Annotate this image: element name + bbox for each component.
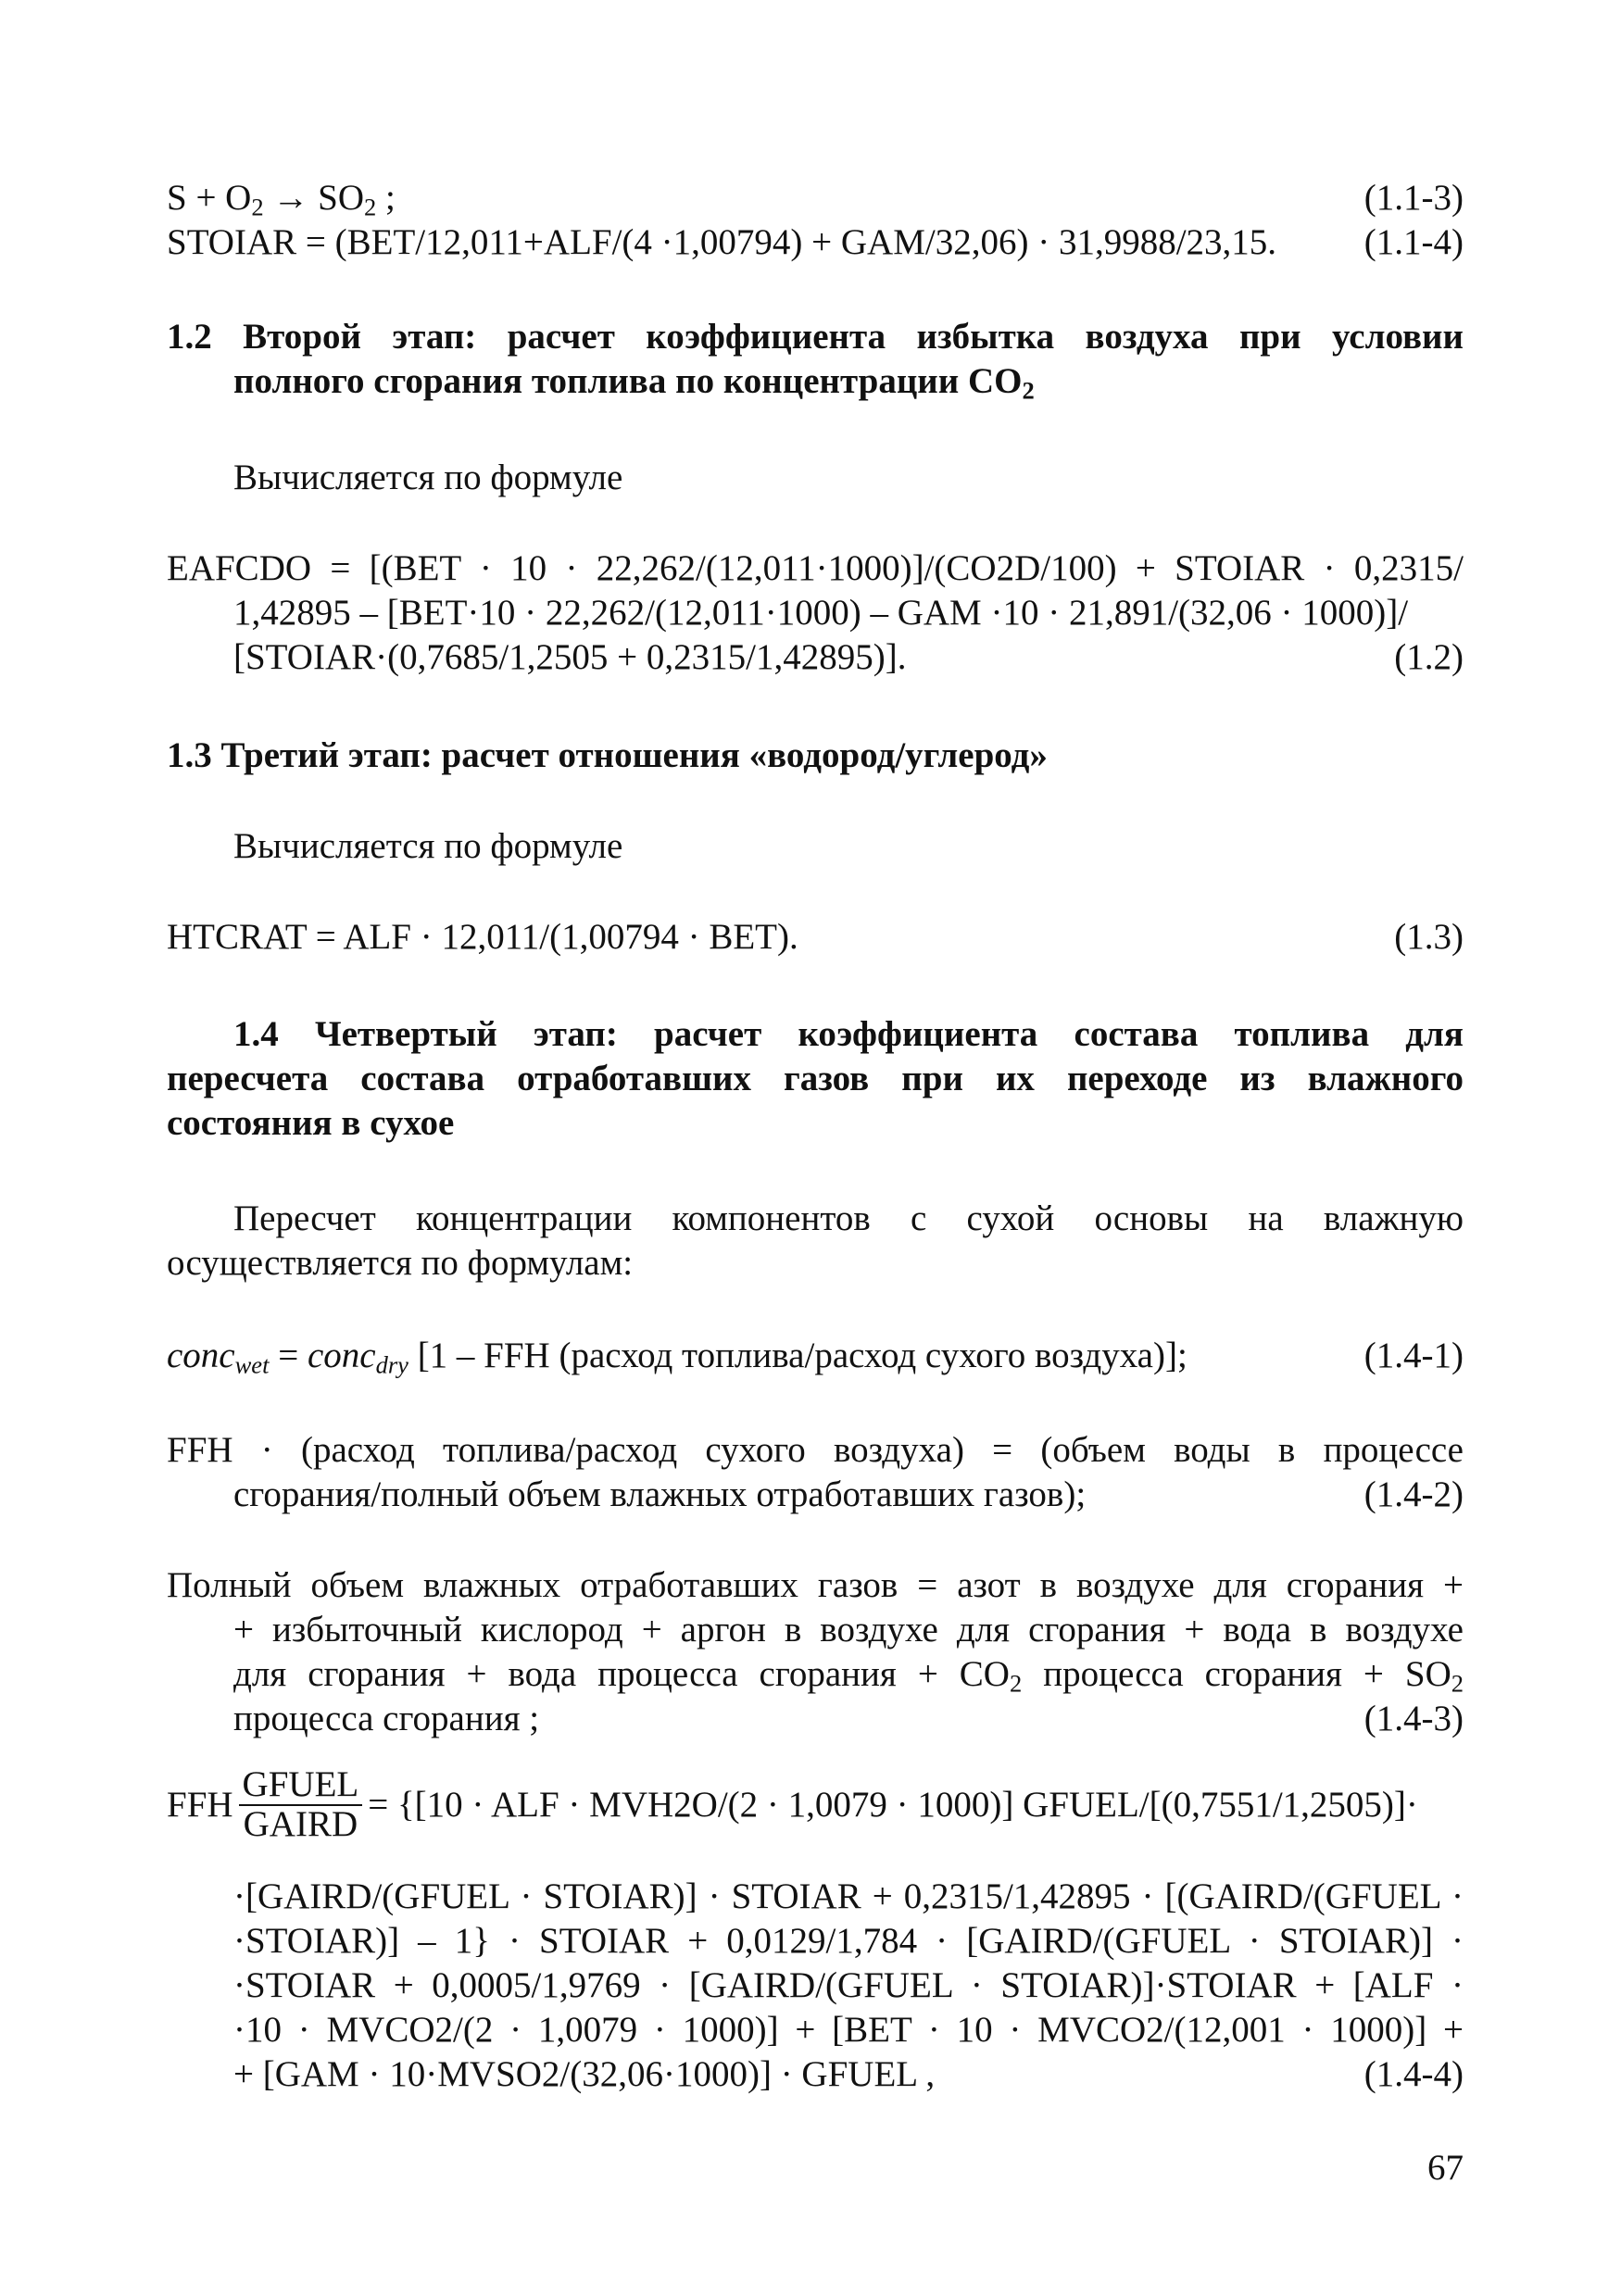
equation-1-3: HTCRAT = ALF · 12,011/(1,00794 · BET). (1.3) bbox=[167, 915, 1464, 960]
equation-number: (1.4-4) bbox=[1363, 2054, 1464, 2094]
equation-1-2: EAFCDO = [(BET · 10 · 22,262/(12,011·1000)]/(CO2D/100) + STOIAR · 0,2315/ 1,42895 – [BET·10 · 22,262/(12,011·1000) – GAM ·10 · 21,891/(32,06 · 1000)]/ [STOIAR·(0,7685/1,2505 + 0,2315/1,42895)]. (1.2) bbox=[167, 546, 1464, 680]
equation-number: (1.1-3) bbox=[1363, 178, 1464, 218]
equation-number: (1.1-4) bbox=[1363, 222, 1464, 262]
page-number: 67 bbox=[1427, 2148, 1464, 2188]
equation-1-4-4-first-line: FFH $\frac{\text{GFUEL}}{\text{GAIRD}}$ = {[10 · ALF · MVH2O/(2 · 1,0079 · 1000)] GFUEL/[(0,7551/1,2505)]· bbox=[167, 1764, 1418, 1844]
section-1-4-paragraph: Пересчет концентрации компонентов с сухой основы на влажную осуществляется по формулам: bbox=[167, 1198, 1464, 1283]
equation-number: (1.4-3) bbox=[1363, 1699, 1464, 1738]
equation-number: (1.4-1) bbox=[1363, 1336, 1464, 1375]
section-1-2-intro: Вычисляется по формуле bbox=[233, 458, 623, 497]
equation-1-4-1: conc$_{wet}$ = conc$_{dry}$ [1 – FFH (расход топлива/расход сухого воздуха)]; (1.4-1) bbox=[167, 1336, 1464, 1379]
section-1-4-heading: 1.4 Четвертый этап: расчет коэффициента состава топлива для пересчета состава отработавших газов при их переходе из влажного состояния в сухое bbox=[167, 1014, 1464, 1143]
fraction: $\frac{\text{GFUEL}}{\text{GAIRD}}$ bbox=[239, 1766, 363, 1844]
equation-1-1-4: STOIAR = (BET/12,011+ALF/(4 ·1,00794) + GAM/32,06) · 31,9988/23,15. (1.1-4) bbox=[167, 220, 1464, 265]
equation-1-4-3: Полный объем влажных отработавших газов = азот в воздухе для сгорания + + избыточный кислород + аргон в воздухе для сгорания + вода в воздухе для сгорания + вода процесса сгорания + $CO_2$ процесса сгорания + $SO_2$ процесса сгорания ; (1.4-3) bbox=[167, 1563, 1464, 1741]
equation-number: (1.4-2) bbox=[1363, 1474, 1464, 1514]
section-1-2-heading: 1.2 Второй этап: расчет коэффициента избытка воздуха при условии полного сгорания топлива по концентрации $CO_2$ bbox=[167, 317, 1464, 405]
section-1-3-heading: 1.3 Третий этап: расчет отношения «водород/углерод» bbox=[167, 735, 1048, 775]
formulas-top bbox=[167, 176, 1464, 265]
section-1-3-intro: Вычисляется по формуле bbox=[233, 826, 623, 866]
equation-1-4-4: FFH $\frac{\text{GFUEL}}{\text{GAIRD}}$ = {[10 · ALF · MVH2O/(2 · 1,0079 · 1000)] GFUEL/[(0,7551/1,2505)]· ·[GAIRD/(GFUEL · STOIAR)] · STOIAR + 0,2315/1,42895 · [(GAIRD/(GFUEL · ·STOIAR)] – 1} · STOIAR + 0,0129/1,784 · [GAIRD/(GFUEL · STOIAR)] · ·STOIAR + 0,0005/1,9769 · [GAIRD/(GFUEL · STOIAR)]·STOIAR + [ALF · ·10 · MVCO2/(2 · 1,0079 · 1000)] + [BET · 10 · MVCO2/(12,001 · 1000)] + + [GAM · 10·MVSO2/(32,06·1000)] · GFUEL , (1.4-4) bbox=[167, 1763, 1464, 2097]
equation-1-1-3: $S + O_2 \to SO_2$ ; (1.1-3) bbox=[167, 178, 1464, 221]
equation-1-4-2: FFH · (расход топлива/расход сухого воздуха) = (объем воды в процессе сгорания/полный объем влажных отработавших газов); (1.4-2) bbox=[167, 1428, 1464, 1517]
equation-number: (1.3) bbox=[1394, 917, 1464, 957]
equation-number: (1.2) bbox=[1394, 637, 1464, 677]
